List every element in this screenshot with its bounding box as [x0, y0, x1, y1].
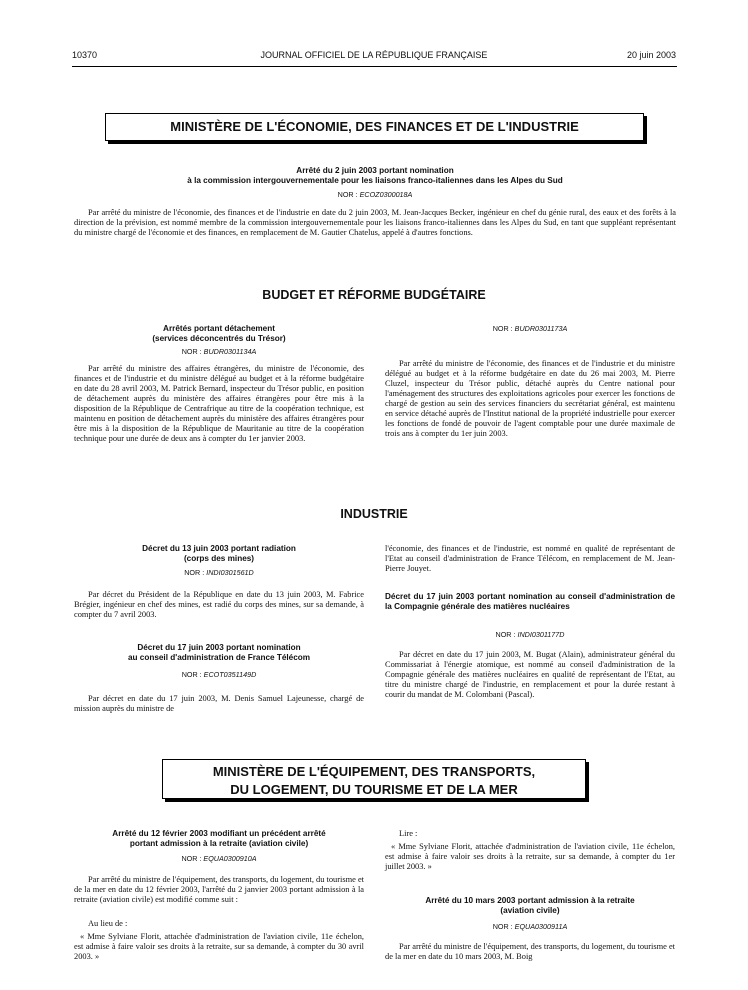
article-body-continued: l'économie, des finances et de l'industrie, est nommé en qualité de représentant de l'Etat au conseil d'administration de France Télécom, en remplacement de M. Jean-Pierre Jouyet.	[385, 544, 675, 573]
ministry-equipement-title-line2: DU LOGEMENT, DU TOURISME ET DE LA MER	[230, 782, 518, 797]
article-title	[385, 896, 675, 916]
article-title-line1: Décret du 17 juin 2003 portant nomination	[137, 643, 301, 652]
section-industrie-title: INDUSTRIE	[340, 507, 408, 521]
nor-reference	[74, 670, 364, 679]
article-title-line2: portant admission à la retraite (aviation civile)	[129, 839, 309, 848]
ministry-equipement-box	[162, 759, 586, 799]
article-title	[74, 544, 364, 564]
ministry-equipement-title-line1: MINISTÈRE DE L'ÉQUIPEMENT, DES TRANSPORTS,	[212, 764, 536, 779]
nor-code: EQUA0300910A	[203, 854, 257, 863]
article-body: Par décret du Président de la République en date du 13 juin 2003, M. Fabrice Brégier, ingénieur en chef des mines, est radié du corps des mines, sur sa demande, à compter du 7 avril 2003.	[74, 590, 364, 619]
article-title-line1: Arrêté du 12 février 2003 modifiant un précédent arrêté	[112, 829, 326, 838]
nor-label: NOR :	[181, 670, 202, 679]
article-title	[110, 166, 640, 186]
article-body: Par arrêté du ministre de l'équipement, des transports, du logement, du tourisme et de la mer en date du 10 mars 2003, M. Boig	[385, 942, 675, 961]
ministry-economie-title: MINISTÈRE DE L'ÉCONOMIE, DES FINANCES ET DE L'INDUSTRIE	[170, 119, 579, 134]
nor-label: NOR :	[492, 324, 513, 333]
header-rule	[72, 66, 677, 67]
nor-reference	[74, 568, 364, 577]
nor-code: BUDR0301173A	[514, 324, 568, 333]
nor-label: NOR :	[184, 568, 205, 577]
article-body: Par arrêté du ministre de l'équipement, des transports, du logement, du tourisme et de la mer en date du 12 février 2003, l'arrêté du 2 janvier 2003 portant admission à la retraite (aviation civile) est modifié comme suit :	[74, 875, 364, 904]
article-title-line1: Arrêté du 10 mars 2003 portant admission à la retraite	[425, 896, 635, 905]
nor-code: EQUA0300911A	[514, 922, 568, 931]
nor-code: ECOZ0300018A	[359, 190, 413, 199]
nor-reference	[385, 922, 675, 931]
section-budget-title: BUDGET ET RÉFORME BUDGÉTAIRE	[262, 288, 486, 302]
article-title-line2: (services déconcentrés du Trésor)	[152, 334, 286, 343]
article-title-line2: (aviation civile)	[500, 906, 560, 915]
quoted-text: « Mme Sylviane Florit, attachée d'administration de l'aviation civile, 11e échelon, est admise à faire valoir ses droits à la retraite, sur sa demande, à compter du 30 avril 2003. »	[74, 932, 364, 961]
nor-label: NOR :	[492, 922, 513, 931]
nor-code: BUDR0301134A	[203, 347, 257, 356]
article-title-line2: au conseil d'administration de France Télécom	[127, 653, 311, 662]
article-body: Par décret en date du 17 juin 2003, M. Bugat (Alain), administrateur général du Commissariat à l'énergie atomique, est nommé au conseil d'administration de la Compagnie générale des matières nucléaires en qualité de représentant de l'Etat, au titre du ministre chargé de l'industrie, en remplacement et pour la durée restant à courir du mandat de M. Colombani (Pascal).	[385, 650, 675, 699]
ministry-economie-box	[105, 113, 644, 141]
article-title-line2: (corps des mines)	[183, 554, 255, 563]
article-body: Par arrêté du ministre de l'économie, des finances et de l'industrie en date du 2 juin 2003, M. Jean-Jacques Becker, ingénieur en chef du génie rural, des eaux et des forêts à la direction de la prévision, est nommé membre de la commission intergouvernementale pour les liaisons franco-italiennes dans les Alpes du Sud, en tant que suppléant représentant du ministre chargé de l'économie et des finances, en remplacement de M. Gautier Chatelus, appelé à d'autres fonctions.	[74, 208, 676, 237]
article-title	[74, 324, 364, 344]
article-title-line1: Décret du 13 juin 2003 portant radiation	[142, 544, 296, 553]
nor-label: NOR :	[337, 190, 358, 199]
nor-reference	[110, 190, 640, 199]
au-lieu-de-label: Au lieu de :	[88, 919, 128, 928]
issue-date: 20 juin 2003	[626, 50, 676, 60]
nor-reference	[74, 347, 364, 356]
page-number: 10370	[72, 50, 98, 60]
nor-label: NOR :	[181, 347, 202, 356]
nor-code: ECOT0351149D	[203, 670, 257, 679]
lire-label: Lire :	[399, 829, 418, 838]
article-body: Par décret en date du 17 juin 2003, M. Denis Samuel Lajeunesse, chargé de mission auprès du ministre de	[74, 694, 364, 713]
article-title-line2: à la commission intergouvernementale pour les liaisons franco-italiennes dans les Alpes du Sud	[187, 176, 563, 185]
nor-label: NOR :	[181, 854, 202, 863]
nor-reference	[74, 854, 364, 863]
quoted-text: « Mme Sylviane Florit, attachée d'administration de l'aviation civile, 11e échelon, est admise à faire valoir ses droits à la retraite, sur sa demande, à compter du 1er juillet 2003. »	[385, 842, 675, 871]
article-title-line1: Arrêté du 2 juin 2003 portant nomination	[296, 166, 454, 175]
running-header	[0, 50, 748, 64]
article-body: Par arrêté du ministre de l'économie, des finances et de l'industrie et du ministre délégué au budget et à la réforme budgétaire en date du 26 mai 2003, M. Pierre Cluzel, inspecteur du Trésor public, détaché auprès du Centre national pour l'aménagement des structures des exploitations agricoles pour exercer les fonctions de chargé de gestion au sein des services financiers du secrétariat général, est maintenu en service détaché auprès de l'Institut national de la propriété industrielle pour exercer les fonctions de fondé de pouvoir de l'agent comptable pour une durée maximale de trois ans à compter du 1er juin 2003.	[385, 359, 675, 438]
nor-label: NOR :	[495, 630, 516, 639]
nor-reference	[385, 630, 675, 639]
nor-code: INDI0301177D	[517, 630, 565, 639]
nor-code: INDI0301561D	[206, 568, 254, 577]
article-title	[74, 829, 364, 849]
article-title	[74, 643, 364, 663]
nor-reference	[385, 324, 675, 333]
article-title: Décret du 17 juin 2003 portant nomination au conseil d'administration de la Compagnie générale des matières nucléaires	[385, 592, 675, 611]
article-title-line1: Arrêtés portant détachement	[163, 324, 275, 333]
journal-title: JOURNAL OFFICIEL DE LA RÉPUBLIQUE FRANÇAISE	[260, 50, 488, 60]
article-body: Par arrêté du ministre des affaires étrangères, du ministre de l'économie, des finances et de l'industrie et du ministre délégué au budget et à la réforme budgétaire en date du 28 avril 2003, M. Patrick Bernard, inspecteur du Trésor public, en position de détachement auprès du ministère des affaires étrangères pour être mis à la disposition de la République de Centrafrique au titre de la coopération technique, est maintenu en position de détachement auprès du ministère des affaires étrangères pour être mis à la disposition de la République de Mauritanie au titre de la coopération technique pour une durée de deux ans à compter du 1er janvier 2003.	[74, 364, 364, 443]
